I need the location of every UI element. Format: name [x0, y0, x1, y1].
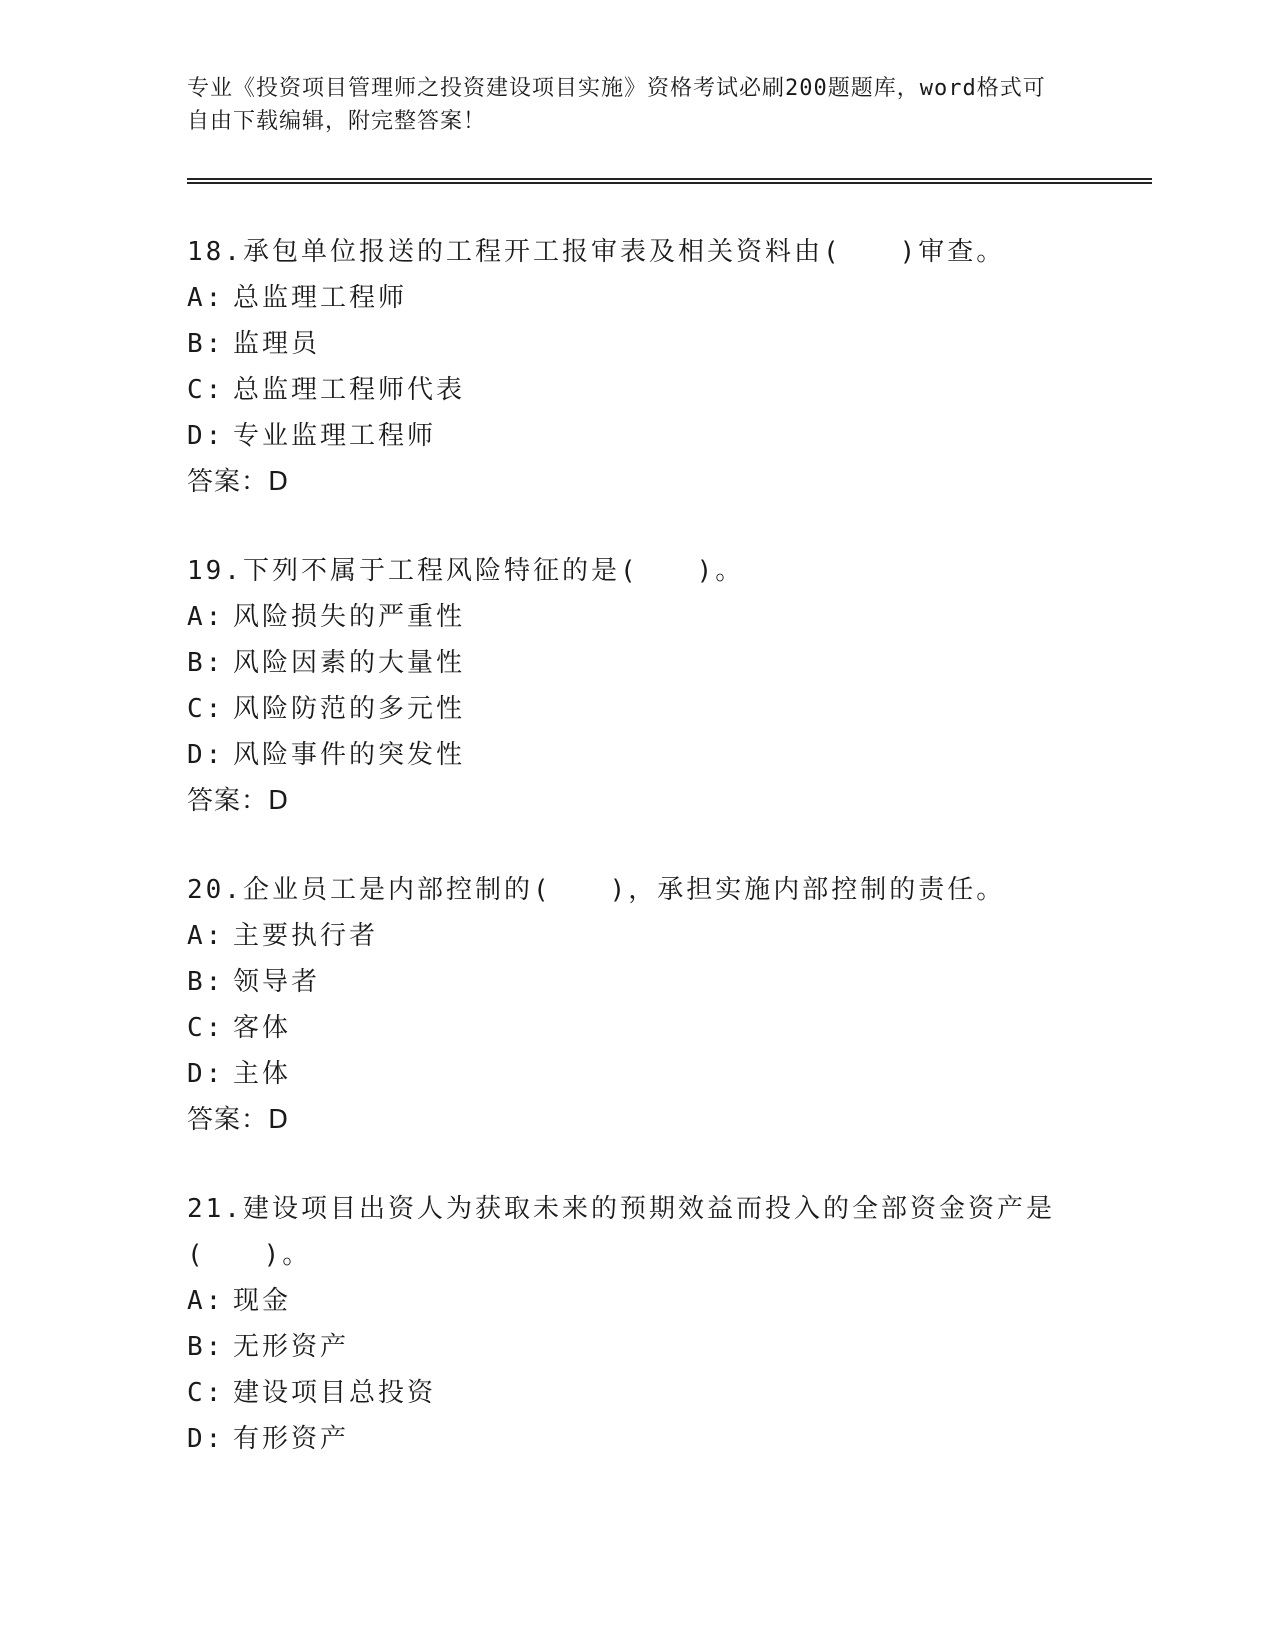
option-key: C: [187, 1378, 225, 1408]
answer-value: D [268, 786, 290, 816]
option-text: 总监理工程师 [233, 283, 408, 313]
document-header: 专业《投资项目管理师之投资建设项目实施》资格考试必刷200题题库，word格式可自由下载编辑，附完整答案！ [187, 76, 1046, 134]
header-divider-bottom [187, 182, 1152, 184]
option-text: 建设项目总投资 [233, 1378, 437, 1408]
option-b [187, 321, 1067, 367]
option-text: 监理员 [233, 329, 321, 359]
option-c [187, 1370, 1067, 1416]
option-a [187, 1278, 1067, 1324]
option-key: D: [187, 1424, 225, 1454]
option-key: C: [187, 1013, 225, 1043]
option-key: B: [187, 329, 225, 359]
option-d [187, 413, 1067, 459]
option-c [187, 367, 1067, 413]
question-stem: 18.承包单位报送的工程开工报审表及相关资料由( )审查。 [187, 237, 1006, 267]
option-text: 总监理工程师代表 [233, 375, 466, 405]
option-key: C: [187, 694, 225, 724]
option-key: D: [187, 421, 225, 451]
option-text: 无形资产 [233, 1332, 350, 1362]
option-text: 主要执行者 [233, 921, 379, 951]
answer-value: D [268, 1105, 290, 1135]
option-key: C: [187, 375, 225, 405]
option-a [187, 275, 1067, 321]
option-c [187, 1005, 1067, 1051]
answer-value: D [268, 467, 290, 497]
option-b [187, 640, 1067, 686]
option-d [187, 1051, 1067, 1097]
option-d [187, 1416, 1067, 1462]
option-text: 风险防范的多元性 [233, 694, 466, 724]
question-stem: 20.企业员工是内部控制的( )，承担实施内部控制的责任。 [187, 875, 1006, 905]
option-key: A: [187, 283, 225, 313]
option-text: 专业监理工程师 [233, 421, 437, 451]
option-b [187, 1324, 1067, 1370]
option-text: 风险因素的大量性 [233, 648, 466, 678]
answer-label: 答案： [187, 786, 269, 816]
option-c [187, 686, 1067, 732]
option-text: 主体 [233, 1059, 292, 1089]
option-text: 有形资产 [233, 1424, 350, 1454]
option-d [187, 732, 1067, 778]
option-key: A: [187, 602, 225, 632]
question-stem: 21.建设项目出资人为获取未来的预期效益而投入的全部资金资产是( )。 [187, 1194, 1055, 1270]
option-key: B: [187, 1332, 225, 1362]
option-key: B: [187, 967, 225, 997]
question-stem: 19.下列不属于工程风险特征的是( )。 [187, 556, 745, 586]
answer-label: 答案： [187, 467, 269, 497]
option-text: 客体 [233, 1013, 292, 1043]
option-text: 风险损失的严重性 [233, 602, 466, 632]
question-21 [187, 1186, 1067, 1462]
option-key: D: [187, 740, 225, 770]
option-key: B: [187, 648, 225, 678]
option-b [187, 959, 1067, 1005]
answer-label: 答案： [187, 1105, 269, 1135]
header-divider-top [187, 178, 1152, 180]
option-text: 现金 [233, 1286, 292, 1316]
option-key: A: [187, 1286, 225, 1316]
answer-line [187, 459, 1067, 505]
question-19 [187, 548, 1067, 824]
option-text: 领导者 [233, 967, 321, 997]
question-18 [187, 229, 1067, 505]
option-text: 风险事件的突发性 [233, 740, 466, 770]
option-key: A: [187, 921, 225, 951]
option-a [187, 913, 1067, 959]
option-a [187, 594, 1067, 640]
answer-line [187, 778, 1067, 824]
option-key: D: [187, 1059, 225, 1089]
question-20 [187, 867, 1067, 1143]
answer-line [187, 1097, 1067, 1143]
